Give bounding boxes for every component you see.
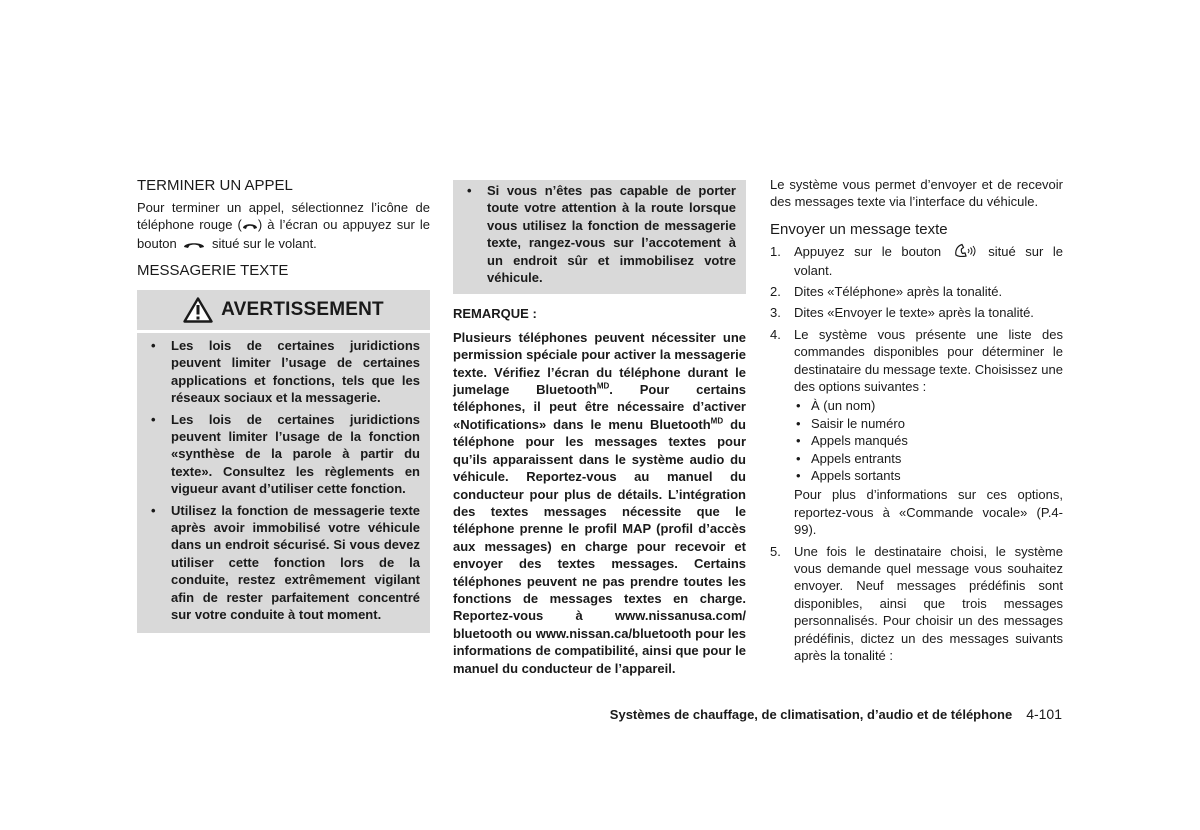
step-item: 1. Appuyez sur le bouton situé sur le volant. <box>770 243 1063 278</box>
warning-list <box>147 337 420 624</box>
page-number: 4-101 <box>1026 706 1062 722</box>
middle-column <box>453 180 746 677</box>
option-item: • Appels entrants <box>796 450 902 466</box>
warning-item: • Les lois de certaines juridictions peuvent limiter l’usage de la fonction «synthèse de la parole à partir du texte». Consultez les règlements en vigueur avant d’utiliser cette fonction. <box>151 411 420 497</box>
warning-box <box>137 290 430 634</box>
options-reference: Pour plus d’informations sur ces options, reportez-vous à «Commande vocale» (P.4-99). <box>794 487 1063 538</box>
left-column <box>137 176 430 633</box>
section-heading-end-call: TERMINER UN APPEL <box>137 177 293 194</box>
subheading-send-text: Envoyer un message texte <box>770 220 948 238</box>
end-call-paragraph: Pour terminer un appel, sélectionnez l’icône de téléphone rouge ( ) à l’écran ou appuyez sur le bouton situé sur le volant. <box>137 199 430 253</box>
step-item: 3. Dites «Envoyer le texte» après la tonalité. <box>770 305 1034 321</box>
section-heading-messaging: MESSAGERIE TEXTE <box>137 261 289 279</box>
warning-box-continued <box>453 180 746 294</box>
note-label: REMARQUE : <box>453 306 537 322</box>
phone-talk-icon <box>953 243 977 261</box>
step-item: 2. Dites «Téléphone» après la tonalité. <box>770 283 1003 299</box>
warning-divider <box>137 330 430 333</box>
option-item: • Appels manqués <box>796 433 908 449</box>
warning-title: AVERTISSEMENT <box>147 290 420 330</box>
option-item: • À (un nom) <box>796 398 876 414</box>
right-column <box>770 176 1063 669</box>
option-item: • Saisir le numéro <box>796 415 905 431</box>
intro-paragraph: Le système vous permet d’envoyer et de recevoir des messages texte via l’interface du véhicule. <box>770 177 1063 210</box>
step-item: 4. Le système vous présente une liste des commandes disponibles pour déterminer le destinataire du message texte. Choisissez une des options suivantes : • À (un nom) • Saisir le numéro • Appels manqués • Appels entrants • Appels sortants Pour plus d’informations sur ces options, reportez-vous à «Commande vocale» (P.4-99). <box>770 326 1063 538</box>
warning-triangle-icon <box>183 297 213 323</box>
steps-list <box>770 243 1063 665</box>
note-body: Plusieurs téléphones peuvent nécessiter une permission spéciale pour activer la messagerie texte. Vérifiez l’écran du téléphone durant le jumelage Bluetooth$^{MD}$. Pour certains téléphones, il peut être nécessaire d’activer «Notifications» dans le menu Bluetooth$^{MD}$ du téléphone pour les messages textes pour qu’ils apparaissent dans le système audio du véhicule. Reportez-vous au manuel du conducteur pour plus de détails. L’intégration des textes messages nécessite que le téléphone prenne le profil MAP (profil d’accès aux messages) en charge pour recevoir et envoyer des textes messages. Certains téléphones peuvent ne pas prendre toutes les fonctions de messages textes en charge. Reportez-vous à www.nissanusa.com/ bluetooth ou www.nissan.ca/bluetooth pour les informations de compatibilité, ainsi que pour le manuel du conducteur de l’appareil. <box>453 329 746 676</box>
step-item: 5. Une fois le destinataire choisi, le système vous demande quel message vous souhaitez envoyer. Neuf messages prédéfinis sont disponibles, ainsi que trois messages personnalisés. Pour choisir un des messages prédéfinis, dictez un des messages suivants après la tonalité : <box>770 543 1063 664</box>
warning-item: • Si vous n’êtes pas capable de porter toute votre attention à la route lorsque vous utilisez la fonction de messagerie texte, rangez-vous sur l’accotement à un endroit sûr et immobilisez votre véhicule. <box>467 183 736 286</box>
options-list <box>794 397 1063 484</box>
phone-hangup-icon <box>242 217 258 234</box>
warning-item: • Les lois de certaines juridictions peuvent limiter l’usage de certaines applications et fonctions, tels que les réseaux sociaux et la messagerie. <box>151 337 420 406</box>
warning-item: • Utilisez la fonction de messagerie texte après avoir immobilisé votre véhicule dans un endroit sécurisé. Si vous devez utiliser cette fonction lors de la conduite, restez extrêmement vigilant afin de rester parfaitement concentré sur votre conduite à tout moment. <box>151 502 420 623</box>
page-footer <box>570 706 1062 722</box>
footer-section-title: Systèmes de chauffage, de climatisation, d’audio et de téléphone <box>609 707 1013 722</box>
option-item: • Appels sortants <box>796 468 901 484</box>
phone-hangup-button-icon <box>182 236 206 253</box>
